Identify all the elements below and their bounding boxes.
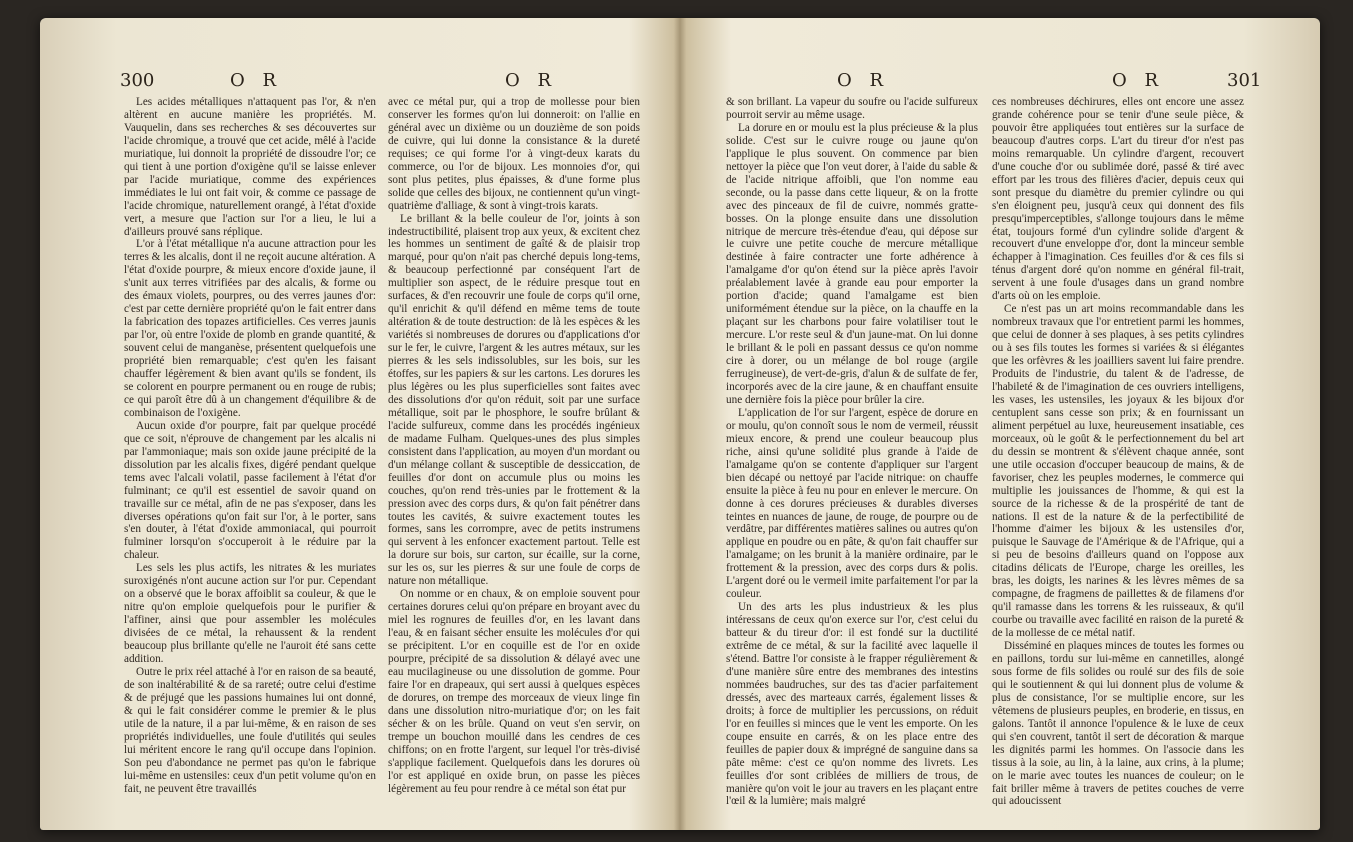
- right-header-letters-a: O R: [837, 70, 890, 91]
- paragraph: Les acides métalliques n'attaquent pas l'or, & n'en altèrent en aucune manière les propriétés. M. Vauquelin, dans ses recherches & ses découvertes sur l'acide chromique, a trouvé que cet acide, mêlé à l'acide muriatique, lui donnoit la propriété de dissoudre l'or; ce qui tient à une portion d'oxigène qu'il se laisse enlever par l'acide muriatique, comme des expériences immédiates le lui ont fait voir, & comme ce passage de l'acide chromique, naturellement orangé, à l'état d'oxide vert, a mesure que l'action sur l'or a lieu, le lui a d'ailleurs prouvé sans réplique.: [124, 96, 376, 238]
- left-header-letters-a: O R: [230, 70, 283, 91]
- paragraph: L'application de l'or sur l'argent, espèce de dorure en or moulu, qu'on connoît sous le nom de vermeil, réussit mieux encore, & prend une couleur beaucoup plus riche, ainsi qu'une solidité plus grande à l'aide de l'amalgame qu'on se contente d'appliquer sur l'argent bien décapé ou nettoyé par l'acide nitrique: on chauffe ensuite la pièce à feu nu pour en enlever le mercure. On donne à ces dorures précieuses & durables diverses teintes en nuances de jaune, de rouge, de pourpre ou de verdâtre, par différentes matières salines ou autres qu'on applique en poudre ou en pâte, & qu'on fait chauffer sur l'amalgame; on les brunit à la manière ordinaire, par le frottement & la pression, avec des corps durs & polis. L'argent doré ou le vermeil imite parfaitement l'or par la couleur.: [726, 406, 978, 601]
- paragraph: & son brillant. La vapeur du soufre ou l'acide sulfureux pourroit servir au même usage.: [726, 96, 978, 121]
- left-column-2: [388, 96, 640, 806]
- right-page: [680, 18, 1320, 830]
- paragraph: Disséminé en plaques minces de toutes les formes ou en paillons, tordu sur lui-même en cannetilles, alongé sous forme de fils solides ou roulé sur des fils de soie qui le soutiennent & qui lui donnent plus de volume & plus de consistance, l'or se multiplie encore, sur les vêtemens de plusieurs peuples, en broderie, en tissus, en galons. Tantôt il annonce l'opulence & le luxe de ceux qui s'en couvrent, tantôt il sert de décoration & marque les dignités parmi les hommes. On l'associe dans les tissus à la soie, au lin, à la laine, aux crins, à la plume; on le marie avec toutes les nuances de couleur; on le fait briller même à travers de petites couches de verre qui adoucissent: [992, 640, 1244, 806]
- right-column-2: [992, 96, 1244, 806]
- paragraph: La dorure en or moulu est la plus précieuse & la plus solide. C'est sur le cuivre rouge ou jaune qu'on l'applique le plus souvent. On commence par bien nettoyer la pièce que l'on veut dorer, à l'aide du sable & de l'acide nitrique affoibli, que l'on nomme eau seconde, ou la passe dans cette liqueur, & on la frotte avec des pinceaux de fil de cuivre, nommés gratte-bosses. On la plonge ensuite dans une dissolution nitrique de mercure très-étendue d'eau, qui dépose sur le cuivre une petite couche de mercure métallique destinée à faire contracter une forte adhérence à l'amalgame d'or qu'on étend sur la pièce après l'avoir préalablement lavée à grande eau pour emporter la portion d'acide; quand l'amalgame est bien uniformément étendue sur la pièce, on la chauffe en la plaçant sur les charbons pour faire volatiliser tout le mercure. L'or reste seul & d'un jaune-mat. On lui donne le brillant & le poli en passant dessus ce qu'on nomme cire à dorer, ou un mélange de bol rouge (argile ferrugineuse), de vert-de-gris, d'alun & de sulfate de fer, incorporés avec de la cire jaune, & en chauffant ensuite une dernière fois la pièce pour brûler la cire.: [726, 121, 978, 406]
- right-page-number: 301: [1227, 70, 1262, 91]
- paragraph: avec ce métal pur, qui a trop de mollesse pour bien conserver les formes qu'on lui donneroit: on l'allie en général avec un dixième ou un douzième de son poids de cuivre, qui lui donne la consistance & la dureté requises; ce qui forme l'or à vingt-deux karats du commerce, ou l'or de bijoux. Les monnoies d'or, qui sont plus petites, plus épaisses, & d'une forme plus solide que celles des bijoux, ne contiennent qu'un vingt-quatrième d'alliage, & sont à vingt-trois karats.: [388, 96, 640, 212]
- right-running-header: [722, 70, 1262, 92]
- paragraph: Aucun oxide d'or pourpre, fait par quelque procédé que ce soit, n'éprouve de changement par les alcalis ni par l'ammoniaque; mais son oxide jaune précipité de la dissolution par les alcalis fixes, digéré pendant quelque tems avec l'alcali volatil, passe facilement à l'état d'or fulminant; ce qu'il est essentiel de savoir quand on travaille sur ce métal, afin de ne pas s'exposer, dans les diverses opérations qu'on fait sur l'or, à le porter, sans s'en douter, à l'état d'oxide ammoniacal, qui pourroit fulminer lorsqu'on s'occuperoit à le réduire par la chaleur.: [124, 419, 376, 562]
- right-header-letters-b: O R: [1112, 70, 1165, 91]
- paragraph: Les sels les plus actifs, les nitrates & les muriates suroxigénés n'ont aucune action sur l'or pur. Cependant on a observé que le borax affoiblit sa couleur, & que le nitre qu'on emploie quelquefois pour le purifier & l'affiner, ainsi que pour assembler les molécules divisées de ce métal, la rehaussent & la rendent beaucoup plus brillante qu'elle ne l'auroit été sans cette addition.: [124, 562, 376, 665]
- left-header-letters-b: O R: [505, 70, 558, 91]
- paragraph: On nomme or en chaux, & on emploie souvent pour certaines dorures celui qu'on prépare en broyant avec du miel les rognures de feuilles d'or, en les lavant dans l'eau, & en faisant sécher ensuite les molécules d'or qui se précipitent. L'or en coquille est de l'or en oxide pourpre, précipité de sa dissolution & délayé avec une eau mucilagineuse ou une dissolution de gomme. Pour faire l'or en drapeaux, qui sert aussi à quelques espèces de dorures, on trempe des morceaux de vieux linge fin dans une dissolution nitro-muriatique d'or; on les fait sécher & on les brûle. Quand on veut s'en servir, on trempe un bouchon mouillé dans les cendres de ces chiffons; on en frotte l'argent, sur lequel l'or très-divisé s'applique facilement. Quelquefois dans les dorures où l'or est appliqué en oxide brun, on passe les pièces légèrement au feu pour rendre à ce métal son état pur: [388, 588, 640, 795]
- book-spread: [40, 18, 1320, 830]
- right-column-1: [726, 96, 978, 806]
- paragraph: Un des arts les plus industrieux & les plus intéressans de ceux qu'on exerce sur l'or, c'est celui du batteur & du tireur d'or: il est fondé sur la ductilité extrême de ce métal, & sur la facilité avec laquelle il s'étend. Battre l'or consiste à le frapper régulièrement & d'une manière sûre entre des membranes des intestins nommées baudruches, sur des tas d'acier parfaitement dressés, avec des marteaux carrés, également lisses & droits; à force de multiplier les percussions, on réduit l'or en feuilles si minces que le vent les emporte. On les coupe ensuite en carrés, & on les place entre des feuilles de papier doux & imprégné de sanguine dans sa pâte même: c'est ce qu'on nomme des livrets. Les feuilles d'or sont criblées de milliers de trous, de manière qu'on voit le jour au travers en les plaçant entre l'œil & la lumière; mais malgré: [726, 601, 978, 806]
- left-page: [40, 18, 680, 830]
- paragraph: Le brillant & la belle couleur de l'or, joints à son indestructibilité, plaisent trop aux yeux, & excitent chez les hommes un sentiment de gaîté & de plaisir trop marqué, pour qu'on n'ait pas cherché depuis long-tems, & beaucoup perfectionné par conséquent l'art de multiplier son aspect, de le réduire presque tout en surfaces, & d'en recouvrir une foule de corps qu'il orne, qu'il enrichit & qu'il défend en même tems de toute altération & de toute destruction: de là les espèces & les variétés si nombreuses de dorures ou d'applications d'or sur le fer, le cuivre, l'argent & les autres métaux, sur les pierres & les sels indissolubles, sur les bois, sur les étoffes, sur les papiers & sur les cartons. Les dorures les plus légères ou les plus superficielles sont faites avec des dissolutions d'or qu'on réduit, soit par une surface métallique, soit par le phosphore, le soufre brûlant & l'acide sulfureux, comme dans les procédés ingénieux de madame Fulham. Quelques-unes des plus simples consistent dans l'application, au moyen d'un mordant ou d'un mélange collant & susceptible de dessiccation, de feuilles d'or dont on accumule plus ou moins les couches, qu'on rend très-unies par le frottement & la pression avec des corps durs, & qu'on fait pénétrer dans toutes les cavités, & suivre exactement toutes les formes, sans les corrompre, avec de petits instrumens qui servent à les enfoncer exactement partout. Telle est la dorure sur bois, sur carton, sur écaille, sur la corne, sur les os, sur les pierres & sur une foule de corps de nature non métallique.: [388, 212, 640, 588]
- left-column-1: [124, 96, 376, 806]
- left-running-header: [120, 70, 640, 92]
- paragraph: Outre le prix réel attaché à l'or en raison de sa beauté, de son inaltérabilité & de sa rareté; outre celui d'estime & de préjugé que les passions humaines lui ont donné, & qui le fait considérer comme le premier & le plus utile de la nature, il a par lui-même, & en raison de ses propriétés individuelles, une foule d'utilités qui seules lui méritent encore le rang qu'il occupe dans l'opinion. Son peu d'abondance ne permet pas qu'on le fabrique lui-même en ustensiles: ceux d'un petit volume qu'on en fait, ne peuvent être travaillés: [124, 665, 376, 795]
- paragraph: L'or à l'état métallique n'a aucune attraction pour les terres & les alcalis, dont il ne reçoit aucune altération. A l'état d'oxide pourpre, & mieux encore d'oxide jaune, il s'unit aux terres vitrifiées par des alcalis, & forme ou des émaux violets, pourpres, ou des verres jaunes d'or: c'est par cette dernière propriété qu'on le fait entrer dans la fabrication des topazes artificielles. Ces verres jaunis par l'or, où entre l'oxide de plomb en grande quantité, & souvent celui de manganèse, présentent quelquefois une propriété bien remarquable; c'est qu'en les faisant chauffer légèrement & bien avant qu'ils se fondent, ils se colorent en pourpre permanent ou en rouge de rubis; ce qui paroît être dû à un changement d'équilibre & de combinaison de l'oxigène.: [124, 238, 376, 419]
- paragraph: ces nombreuses déchirures, elles ont encore une assez grande cohérence pour se tenir d'une seule pièce, & pouvoir être appliquées tout entières sur la surface de beaucoup d'autres corps. L'art du tireur d'or n'est pas moins remarquable. Un cylindre d'argent, recouvert d'une couche d'or ou sublimée doré, passé & tiré avec effort par les trous des filières d'acier, depuis ceux qui sont presque du diamètre du premier cylindre ou qui s'en éloignent peu, jusqu'à ceux qui donnent des fils presqu'imperceptibles, s'allonge toujours dans le même état, toujours formé d'un cylindre solide d'argent & recouvert d'une enveloppe d'or, dont la minceur semble échapper à l'imagination. Ces feuilles d'or & ces fils si ténus d'argent doré qu'on nomme en général fil-trait, servent à une foule d'usages dans un grand nombre d'arts où on les emploie.: [992, 96, 1244, 303]
- paragraph: Ce n'est pas un art moins recommandable dans les nombreux travaux que l'or entretient parmi les hommes, que celui de donner à ses plaques, à ses petits cylindres ou à ses fils toutes les formes si variées & si élégantes que les orfèvres & les joailliers savent lui faire prendre. Produits de l'industrie, du talent & de l'adresse, de l'habileté & de l'imagination de ces ouvriers intelligens, les vases, les ustensiles, les joyaux & les bijoux d'or centuplent sans cesse son prix; & en fournissant un aliment perpétuel au luxe, heureusement insatiable, ces morceaux, où le goût & le perfectionnement du bel art du dessin se montrent & s'élèvent chaque année, sont une utile occasion d'occuper beaucoup de mains, & de favoriser, chez les peuples modernes, le commerce qui multiplie les jouissances de l'homme, & qui est la source de la richesse & de la prospérité de tant de nations. Il est de la nature & de la perfectibilité de l'homme d'aimer les bijoux & les ustensiles d'or, puisque le Sauvage de l'Amérique & de l'Afrique, qui a si peu de besoins d'ailleurs quand on l'oppose aux citadins délicats de l'Europe, charge les oreilles, les bras, les doigts, les narines & les lèvres mêmes de sa compagne, de fragmens de paillettes & de filamens d'or qu'il ramasse dans les torrens & les ruisseaux, & qu'il courbe ou travaille avec facilité en raison de la pureté & de la mollesse de ce métal natif.: [992, 303, 1244, 640]
- left-page-number: 300: [120, 70, 155, 91]
